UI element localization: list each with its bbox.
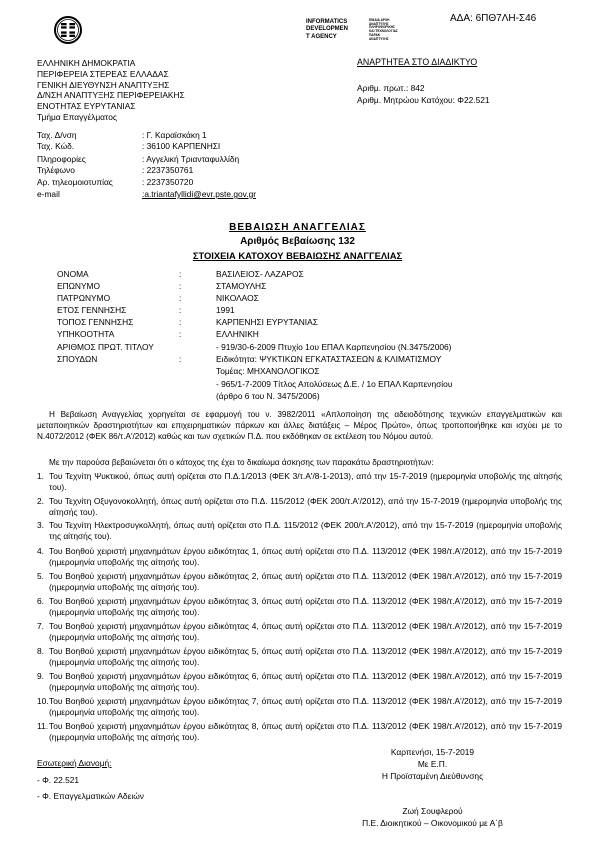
activity-number: 3.: [37, 520, 44, 530]
detail-value: ΒΑΣΙΛΕΙΟΣ- ΛΑΖΑΡΟΣ: [216, 269, 304, 279]
activity-number: 1.: [37, 471, 44, 481]
registry-number: Αριθμ. Μητρώου Κατόχου: Φ22.521: [357, 95, 490, 105]
detail-value: - 965/1-7-2009 Τίτλος Απολύσεως Δ.Ε. / 1ο ΕΠΑΛ Καρπενησίου: [216, 379, 453, 389]
detail-colon: :: [179, 269, 182, 279]
contact-label: Ταχ. Δ/νση: [37, 130, 77, 140]
activity-text: Του Τεχνίτη Ηλεκτροσυγκολλητή, όπως αυτή ορίζεται στο Π.Δ. 115/2012 (ΦΕΚ 200/τ.Α'/2012), από την 15-7-2019 (ημερομηνία υποβολής της αίτησής του).: [49, 520, 562, 541]
detail-label: ΑΡΙΘΜΟΣ ΠΡΩΤ. ΤΙΤΛΟΥ: [57, 342, 154, 352]
activity-number: 7.: [37, 621, 44, 631]
intro-paragraph: Η Βεβαίωση Αναγγελίας χορηγείται σε εφαρμογή του ν. 3982/2011 «Απλοποίηση της αδειοδότησης τεχνικών επαγγελματικών και μεταποιητικών δραστηριοτήτων και επιχειρηματικών πάρκων και άλλες διατάξεις – Μέρος Πρώτο», όπως τροποποιήθηκε και ισχύει με το Ν.4072/2012 (ΦΕΚ 86/τ.Α'/2012) καθώς και των σχετικών Π.Δ. που εκδόθηκαν σε εκτέλεση του Νόμου αυτού.: [37, 410, 562, 441]
detail-label: ΥΠΗΚΟΟΤΗΤΑ: [57, 329, 115, 339]
activity-number: 8.: [37, 646, 44, 656]
contact-value: : 36100 ΚΑΡΠΕΝΗΣΙ: [142, 141, 221, 151]
signature-on-behalf: Με Ε.Π.: [417, 759, 448, 769]
activity-item: [37, 621, 562, 643]
logo-line: T AGENCY: [306, 33, 337, 40]
contact-label: Ταχ. Κώδ.: [37, 141, 75, 151]
certificate-number: Αριθμός Βεβαίωσης 132: [240, 236, 355, 247]
detail-colon: :: [179, 305, 182, 315]
logo-line: INFORMATICS: [306, 19, 348, 25]
detail-colon: :: [179, 281, 182, 291]
contact-value: : 2237350720: [142, 177, 194, 187]
distribution-item: - Φ. Επαγγελματικών Αδειών: [37, 791, 144, 801]
authority-line: Δ/ΝΣΗ ΑΝΑΠΤΥΞΗΣ ΠΕΡΙΦΕΡΕΙΑΚΗΣ: [37, 90, 185, 101]
activity-item: [37, 520, 562, 542]
activity-text: Του Βοηθού χειριστή μηχανημάτων έργου ειδικότητας 8, όπως αυτή ορίζεται στο Π.Δ. 113/2012 (ΦΕΚ 198/τ.Α'/2012), από την 15-7-2019 (ημερομηνία υποβολής της αίτησής του).: [49, 721, 562, 742]
logo-small-line: ΠΛΗΡΟΦΟΡΙΚΗΣ: [369, 25, 395, 30]
activity-item: [37, 471, 562, 493]
activity-item: [37, 546, 562, 568]
protocol-number: Αριθμ. πρωτ.: 842: [357, 83, 425, 93]
activity-number: 4.: [37, 546, 44, 556]
activity-item: [37, 646, 562, 668]
activity-item: [37, 571, 562, 593]
signature-place-date: Καρπενήσι, 15-7-2019: [390, 747, 475, 757]
detail-surname: [57, 282, 266, 292]
detail-label: ΕΠΩΝΥΜΟ: [57, 281, 101, 291]
detail-value: - 919/30-6-2009 Πτυχίο 1ου ΕΠΑΛ Καρπενησίου (Ν.3475/2006): [216, 342, 452, 352]
activities-lead: Με την παρούσα βεβαιώνεται ότι ο κάτοχος της έχει το δικαίωμα άσκησης των παρακάτω δραστηριοτήτων:: [49, 458, 434, 467]
detail-value: ΕΛΛΗΝΙΚΗ: [216, 329, 259, 339]
distribution-heading: Εσωτερική Διανομή:: [37, 758, 112, 768]
logo-small-line: ΚΑΙ ΤΕΧΝΟΛΟΓΙΑΣ: [369, 29, 398, 34]
infodev-logo: [306, 19, 348, 41]
activity-number: 10.: [37, 696, 49, 706]
detail-first-name: [57, 270, 304, 280]
contact-label: Πληροφορίες: [37, 154, 86, 164]
authority-line: Τμήμα Επαγγέλματος: [37, 111, 117, 122]
detail-studies: [57, 355, 441, 365]
contact-row-phone: [37, 166, 193, 176]
contact-value: : Γ. Καραϊσκάκη 1: [142, 130, 207, 140]
detail-value: ΝΙΚΟΛΑΟΣ: [216, 293, 259, 303]
logo-small-line: ΠΑΡΑΚ: [369, 32, 381, 37]
activity-text: Του Βοηθού χειριστή μηχανημάτων έργου ειδικότητας 7, όπως αυτή ορίζεται στο Π.Δ. 113/2012 (ΦΕΚ 198/τ.Α'/2012), από την 15-7-2019 (ημερομηνία υποβολής της αίτησής του).: [49, 696, 562, 717]
detail-colon: :: [179, 293, 182, 303]
contact-value: : 2237350761: [142, 165, 194, 175]
detail-label: ΟΝΟΜΑ: [57, 269, 89, 279]
publish-note: ΑΝΑΡΤΗΤΕΑ ΣΤΟ ΔΙΑΔΙΚΤΥΟ: [357, 57, 478, 67]
activity-text: Του Βοηθού χειριστή μηχανημάτων έργου ειδικότητας 3, όπως αυτή ορίζεται στο Π.Δ. 113/2012 (ΦΕΚ 198/τ.Α'/2012), από την 15-7-2019 (ημερομηνία υποβολής της αίτησής του).: [49, 596, 562, 617]
activity-text: Του Βοηθού χειριστή μηχανημάτων έργου ειδικότητας 6, όπως αυτή ορίζεται στο Π.Δ. 113/2012 (ΦΕΚ 198/τ.Α'/2012), από την 15-7-2019 (ημερομηνία υποβολής της αίτησής του).: [49, 671, 562, 692]
activity-number: 6.: [37, 596, 44, 606]
detail-value: ΣΤΑΜΟΥΛΗΣ: [216, 281, 267, 291]
logo-small-line: ΑΝΑΠΤΥΞΗΣ: [369, 36, 389, 41]
detail-label: ΕΤΟΣ ΓΕΝΝΗΣΗΣ: [57, 305, 127, 315]
detail-leaving-certificate: [57, 380, 452, 390]
detail-father-name: [57, 294, 259, 304]
activity-text: Του Τεχνίτη Οξυγονοκολλητή, όπως αυτή ορίζεται στο Π.Δ. 115/2012 (ΦΕΚ 200/τ.Α'/2012), από την 15-7-2019 (ημερομηνία υποβολής της αίτησής του).: [49, 496, 562, 517]
contact-label: Τηλέφωνο: [37, 165, 75, 175]
detail-birth-year: [57, 306, 235, 316]
detail-birth-place: [57, 318, 318, 328]
detail-value: Ειδικότητα: ΨΥΚΤΙΚΩΝ ΕΓΚΑΤΑΣΤΑΣΕΩΝ & ΚΛΙΜΑΤΙΣΜΟΥ: [216, 354, 442, 364]
activity-number: 9.: [37, 671, 44, 681]
activity-item: [37, 671, 562, 693]
detail-colon: :: [179, 317, 182, 327]
contact-value: : Αγγελική Τριανταφυλλίδη: [142, 154, 240, 164]
signature-role: Η Προϊσταμένη Διεύθυνσης: [381, 771, 484, 781]
authority-line: ΕΛΛΗΝΙΚΗ ΔΗΜΟΚΡΑΤΙΑ: [37, 58, 136, 68]
activity-text: Του Βοηθού χειριστή μηχανημάτων έργου ειδικότητας 5, όπως αυτή ορίζεται στο Π.Δ. 113/2012 (ΦΕΚ 198/τ.Α'/2012), από την 15-7-2019 (ημερομηνία υποβολής της αίτησής του).: [49, 646, 562, 667]
contact-row-fax: [37, 178, 193, 188]
detail-value: (άρθρο 6 του Ν. 3475/2006): [216, 391, 320, 401]
activity-item: [37, 696, 562, 718]
activity-number: 11.: [37, 721, 49, 731]
contact-row-email: [37, 190, 256, 200]
infodev-logo-greek: [369, 19, 409, 41]
authority-block: [37, 58, 185, 123]
document-title: ΒΕΒΑΙΩΣΗ ΑΝΑΓΓΕΛΙΑΣ: [229, 222, 366, 233]
detail-colon: :: [179, 329, 182, 339]
detail-title-protocol: [57, 343, 451, 353]
detail-value: ΚΑΡΠΕΝΗΣΙ ΕΥΡΥΤΑΝΙΑΣ: [216, 317, 318, 327]
detail-law-reference: [57, 392, 320, 402]
contact-row-info: [37, 155, 239, 165]
activity-item: [37, 721, 562, 743]
detail-label: ΠΑΤΡΩΝΥΜΟ: [57, 293, 111, 303]
detail-value: Τομέας: ΜΗΧΑΝΟΛΟΓΙΚΟΣ: [216, 366, 320, 376]
logo-line: DEVELOPMEN: [306, 26, 349, 33]
detail-label: ΣΠΟΥΔΩΝ: [57, 354, 98, 364]
contact-row-address: [37, 131, 207, 141]
activity-item: [37, 496, 562, 518]
distribution-item: - Φ. 22.521: [37, 775, 80, 785]
ada-code: ΑΔΑ: 6ΠΘ7ΛΗ-Σ46: [450, 13, 537, 24]
activity-number: 5.: [37, 571, 44, 581]
contact-label: Αρ. τηλεομοιοτυπίας: [37, 177, 113, 187]
activity-text: Του Βοηθού χειριστή μηχανημάτων έργου ειδικότητας 4, όπως αυτή ορίζεται στο Π.Δ. 113/2012 (ΦΕΚ 198/τ.Α'/2012), από την 15-7-2019 (ημερομηνία υποβολής της αίτησής του).: [49, 621, 562, 642]
detail-nationality: [57, 330, 259, 340]
contact-row-postcode: [37, 142, 220, 152]
activity-text: Του Τεχνίτη Ψυκτικού, όπως αυτή ορίζεται στο Π.Δ.1/2013 (ΦΕΚ 3/τ.Α'/8-1-2013), από την 15-7-2019 (ημερομηνία υποβολής της αίτησής του).: [49, 471, 562, 492]
detail-sector: [57, 367, 319, 377]
detail-colon: :: [179, 354, 182, 364]
activity-text: Του Βοηθού χειριστή μηχανημάτων έργου ειδικότητας 2, όπως αυτή ορίζεται στο Π.Δ. 113/2012 (ΦΕΚ 198/τ.Α'/2012), από την 15-7-2019 (ημερομηνία υποβολής της αίτησής του).: [49, 571, 562, 592]
activity-text: Του Βοηθού χειριστή μηχανημάτων έργου ειδικότητας 1, όπως αυτή ορίζεται στο Π.Δ. 113/2012 (ΦΕΚ 198/τ.Α'/2012), από την 15-7-2019 (ημερομηνία υποβολής της αίτησής του).: [49, 546, 562, 567]
authority-line: ΠΕΡΙΦΕΡΕΙΑ ΣΤΕΡΕΑΣ ΕΛΛΑΔΑΣ: [37, 68, 169, 79]
signature-title: Π.Ε. Διοικητικού – Οικονομικού με Α΄β: [362, 818, 503, 828]
email-link[interactable]: :a.triantafyllidi@evr.pste.gov.gr: [142, 189, 257, 199]
activity-number: 2.: [37, 496, 44, 506]
detail-label: ΤΟΠΟΣ ΓΕΝΝΗΣΗΣ: [57, 317, 134, 327]
hellenic-republic-emblem-icon: [54, 16, 82, 44]
logo-small-line: ΑΝΑΠΤΥΞΗΣ: [369, 21, 389, 26]
activity-item: [37, 596, 562, 618]
authority-line: ΓΕΝΙΚΗ ΔΙΕΥΘΥΝΣΗ ΑΝΑΠΤΥΞΗΣ: [37, 79, 170, 90]
holder-section-title: ΣΤΟΙΧΕΙΑ ΚΑΤΟΧΟΥ ΒΕΒΑΙΩΣΗΣ ΑΝΑΓΓΕΛΙΑΣ: [192, 250, 403, 261]
contact-label: e-mail: [37, 189, 60, 199]
authority-line: ΕΝΟΤΗΤΑΣ ΕΥΡΥΤΑΝΙΑΣ: [37, 101, 136, 112]
detail-value: 1991: [216, 305, 235, 315]
signature-name: Ζωή Σουφλερού: [402, 806, 463, 816]
logo-small-line: ΕΝΙΑΙΑ ΑΡΧΗ: [369, 18, 390, 22]
